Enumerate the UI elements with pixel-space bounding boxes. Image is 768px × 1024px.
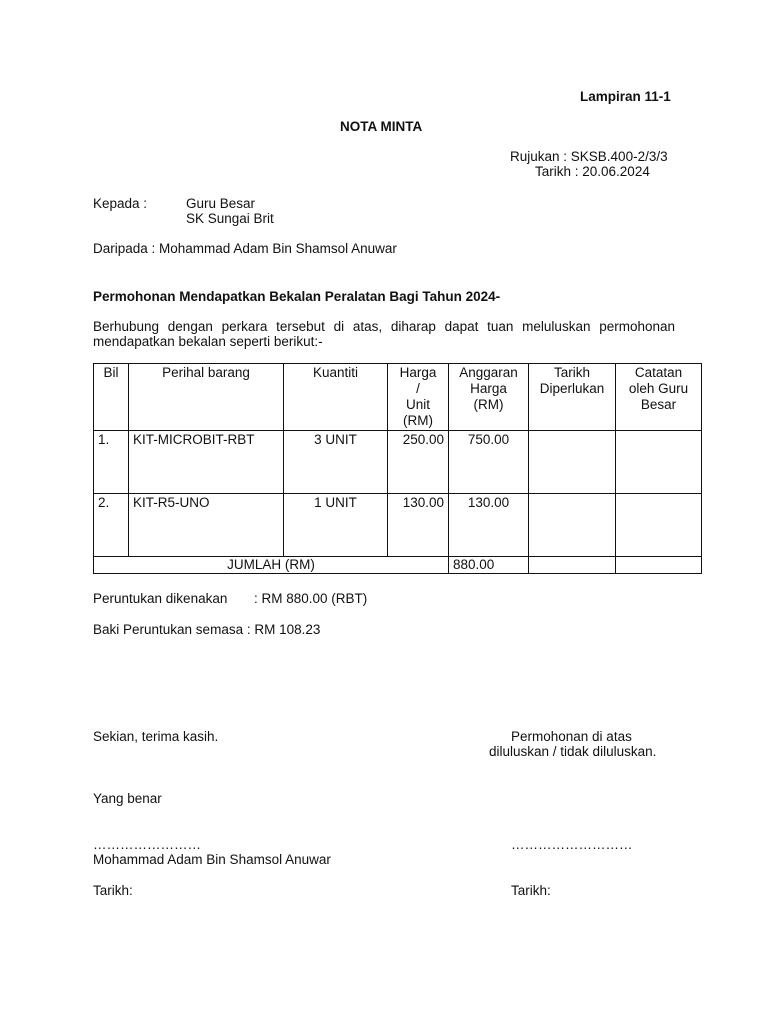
body-line-2: mendapatkan bekalan seperti berikut:- [93,334,323,349]
document-title: NOTA MINTA [340,119,423,134]
reference-number: Rujukan : SKSB.400-2/3/3 [510,149,668,164]
sender-line: Daripada : Mohammad Adam Bin Shamsol Anuwar [93,241,397,256]
cell-item: KIT-MICROBIT-RBT [129,431,284,494]
table-row [94,431,702,494]
recipient-label: Kepada : [93,196,148,211]
cell-date-needed [529,494,616,557]
signature-line-left: …………………… [93,837,201,852]
total-empty-cell [529,557,616,574]
cell-notes [616,431,702,494]
table-row [94,494,702,557]
header-qty: Kuantiti [284,364,388,431]
cell-bil: 1. [94,431,129,494]
header-notes: Catatan oleh Guru Besar [616,364,702,431]
cell-estimate: 130.00 [449,494,529,557]
header-date-needed: Tarikh Diperlukan [529,364,616,431]
cell-unit-price: 250.00 [388,431,449,494]
approval-line-2: diluluskan / tidak diluluskan. [489,744,657,759]
signature-line-right: ……………………… [511,837,633,852]
cell-qty: 3 UNIT [284,431,388,494]
items-table [93,363,702,574]
table-total-row [94,557,702,574]
total-value: 880.00 [449,557,529,574]
total-label: JUMLAH (RM) [94,557,449,574]
recipient-school: SK Sungai Brit [186,211,274,226]
header-estimate: Anggaran Harga (RM) [449,364,529,431]
allocation-charged-value: : RM 880.00 (RBT) [254,591,368,606]
recipient-name: Guru Besar [186,196,256,211]
date-label-right: Tarikh: [511,883,551,898]
cell-notes [616,494,702,557]
allocation-charged-label: Peruntukan dikenakan [93,591,228,606]
cell-unit-price: 130.00 [388,494,449,557]
total-empty-cell [616,557,702,574]
cell-bil: 2. [94,494,129,557]
subject-line: Permohonan Mendapatkan Bekalan Peralatan Bagi Tahun 2024- [93,289,501,304]
header-bil: Bil [94,364,129,431]
cell-date-needed [529,431,616,494]
document-date: Tarikh : 20.06.2024 [535,164,650,179]
allocation-balance: Baki Peruntukan semasa : RM 108.23 [93,622,321,637]
header-unit-price: Harga / Unit (RM) [388,364,449,431]
date-label-left: Tarikh: [93,883,133,898]
header-item: Perihal barang [129,364,284,431]
cell-qty: 1 UNIT [284,494,388,557]
cell-estimate: 750.00 [449,431,529,494]
cell-item: KIT-R5-UNO [129,494,284,557]
appendix-label: Lampiran 11-1 [580,89,671,104]
signer-name: Mohammad Adam Bin Shamsol Anuwar [93,852,331,867]
body-line-1: Berhubung dengan perkara tersebut di atas, diharap dapat tuan meluluskan permohonan [93,319,675,334]
closing-yours: Yang benar [93,791,162,806]
approval-line-1: Permohonan di atas [511,729,632,744]
table-header-row [94,364,702,431]
closing-thanks: Sekian, terima kasih. [93,729,219,744]
